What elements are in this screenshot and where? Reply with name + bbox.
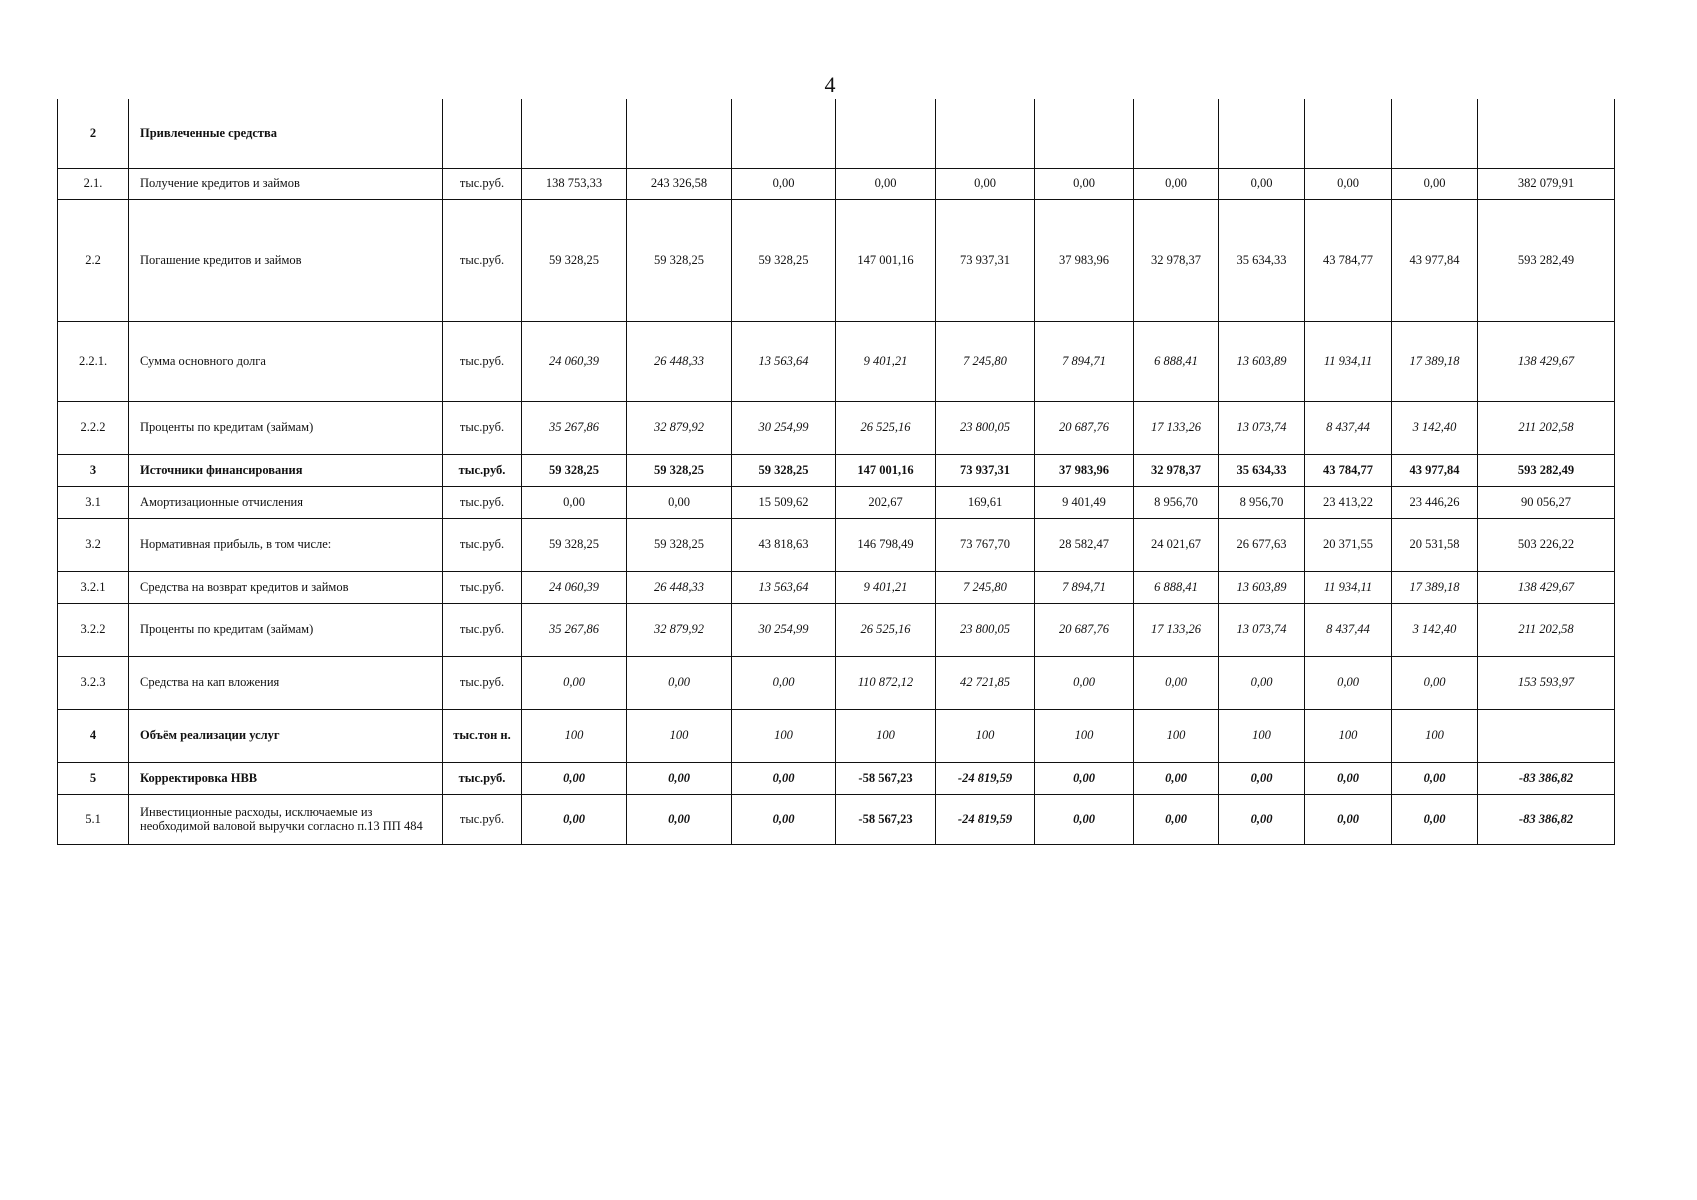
- value-cell: 0,00: [1305, 168, 1392, 199]
- value-cell: 147 001,16: [836, 454, 936, 486]
- value-cell: 0,00: [936, 168, 1035, 199]
- row-name: Средства на кап вложения: [129, 656, 443, 709]
- value-cell: [1219, 99, 1305, 168]
- value-cell: 43 784,77: [1305, 454, 1392, 486]
- value-cell: 6 888,41: [1134, 571, 1219, 603]
- value-cell: [522, 99, 627, 168]
- value-cell: -58 567,23: [836, 794, 936, 844]
- value-cell: 90 056,27: [1478, 486, 1615, 518]
- value-cell: 138 429,67: [1478, 571, 1615, 603]
- value-cell: 17 133,26: [1134, 603, 1219, 656]
- value-cell: 0,00: [627, 656, 732, 709]
- value-cell: 26 448,33: [627, 321, 732, 401]
- value-cell: [1035, 99, 1134, 168]
- value-cell: 100: [1219, 709, 1305, 762]
- value-cell: 23 413,22: [1305, 486, 1392, 518]
- value-cell: 147 001,16: [836, 199, 936, 321]
- row-unit: тыс.руб.: [443, 454, 522, 486]
- table-row: [58, 794, 1615, 844]
- value-cell: 9 401,49: [1035, 486, 1134, 518]
- row-name: Средства на возврат кредитов и займов: [129, 571, 443, 603]
- value-cell: 26 525,16: [836, 603, 936, 656]
- value-cell: 8 956,70: [1219, 486, 1305, 518]
- table-row: [58, 321, 1615, 401]
- row-number: 3.2: [58, 518, 129, 571]
- table-row: [58, 762, 1615, 794]
- value-cell: 0,00: [1035, 762, 1134, 794]
- row-name: Проценты по кредитам (займам): [129, 603, 443, 656]
- value-cell: 0,00: [836, 168, 936, 199]
- row-unit: тыс.руб.: [443, 571, 522, 603]
- value-cell: [836, 99, 936, 168]
- value-cell: 8 437,44: [1305, 401, 1392, 454]
- row-number: 3.2.3: [58, 656, 129, 709]
- row-unit: тыс.руб.: [443, 486, 522, 518]
- row-unit: тыс.руб.: [443, 656, 522, 709]
- value-cell: 24 021,67: [1134, 518, 1219, 571]
- value-cell: [1305, 99, 1392, 168]
- value-cell: 0,00: [1392, 656, 1478, 709]
- value-cell: 6 888,41: [1134, 321, 1219, 401]
- value-cell: 30 254,99: [732, 603, 836, 656]
- value-cell: 23 800,05: [936, 401, 1035, 454]
- value-cell: 13 073,74: [1219, 401, 1305, 454]
- value-cell: 73 937,31: [936, 454, 1035, 486]
- value-cell: 42 721,85: [936, 656, 1035, 709]
- row-name: Получение кредитов и займов: [129, 168, 443, 199]
- value-cell: 17 389,18: [1392, 321, 1478, 401]
- value-cell: 211 202,58: [1478, 401, 1615, 454]
- value-cell: 100: [836, 709, 936, 762]
- value-cell: 0,00: [732, 762, 836, 794]
- value-cell: 3 142,40: [1392, 603, 1478, 656]
- value-cell: 59 328,25: [627, 199, 732, 321]
- value-cell: -58 567,23: [836, 762, 936, 794]
- value-cell: 0,00: [1392, 794, 1478, 844]
- value-cell: 20 371,55: [1305, 518, 1392, 571]
- financing-table: [57, 99, 1615, 845]
- value-cell: 0,00: [1219, 656, 1305, 709]
- value-cell: 13 603,89: [1219, 321, 1305, 401]
- value-cell: 28 582,47: [1035, 518, 1134, 571]
- value-cell: 37 983,96: [1035, 454, 1134, 486]
- value-cell: 593 282,49: [1478, 199, 1615, 321]
- value-cell: 3 142,40: [1392, 401, 1478, 454]
- value-cell: [627, 99, 732, 168]
- value-cell: 0,00: [1134, 168, 1219, 199]
- value-cell: 26 677,63: [1219, 518, 1305, 571]
- value-cell: 43 784,77: [1305, 199, 1392, 321]
- value-cell: 59 328,25: [627, 518, 732, 571]
- value-cell: 0,00: [1134, 656, 1219, 709]
- value-cell: 24 060,39: [522, 321, 627, 401]
- row-unit: тыс.руб.: [443, 518, 522, 571]
- value-cell: [1134, 99, 1219, 168]
- value-cell: 20 531,58: [1392, 518, 1478, 571]
- value-cell: 0,00: [1219, 168, 1305, 199]
- value-cell: 32 978,37: [1134, 199, 1219, 321]
- value-cell: 7 245,80: [936, 321, 1035, 401]
- value-cell: 26 448,33: [627, 571, 732, 603]
- value-cell: [1478, 709, 1615, 762]
- row-number: 2.2.2: [58, 401, 129, 454]
- value-cell: 35 267,86: [522, 603, 627, 656]
- value-cell: 0,00: [1134, 794, 1219, 844]
- value-cell: 9 401,21: [836, 321, 936, 401]
- value-cell: 202,67: [836, 486, 936, 518]
- row-unit: тыс.руб.: [443, 401, 522, 454]
- value-cell: 59 328,25: [522, 454, 627, 486]
- value-cell: 100: [1134, 709, 1219, 762]
- table-row: [58, 571, 1615, 603]
- value-cell: 0,00: [1134, 762, 1219, 794]
- value-cell: -24 819,59: [936, 794, 1035, 844]
- table-row: [58, 199, 1615, 321]
- row-name: Корректировка НВВ: [129, 762, 443, 794]
- row-number: 2.1.: [58, 168, 129, 199]
- value-cell: 593 282,49: [1478, 454, 1615, 486]
- value-cell: 0,00: [522, 794, 627, 844]
- value-cell: 59 328,25: [732, 454, 836, 486]
- row-name: Амортизационные отчисления: [129, 486, 443, 518]
- value-cell: -83 386,82: [1478, 762, 1615, 794]
- value-cell: 0,00: [732, 168, 836, 199]
- table-row: [58, 603, 1615, 656]
- value-cell: 11 934,11: [1305, 571, 1392, 603]
- value-cell: 24 060,39: [522, 571, 627, 603]
- row-number: 3: [58, 454, 129, 486]
- value-cell: 138 429,67: [1478, 321, 1615, 401]
- value-cell: 211 202,58: [1478, 603, 1615, 656]
- value-cell: 15 509,62: [732, 486, 836, 518]
- value-cell: 153 593,97: [1478, 656, 1615, 709]
- value-cell: 100: [1392, 709, 1478, 762]
- row-name: Привлеченные средства: [129, 99, 443, 168]
- value-cell: 32 879,92: [627, 401, 732, 454]
- value-cell: 100: [1035, 709, 1134, 762]
- value-cell: 0,00: [1305, 656, 1392, 709]
- row-unit: тыс.руб.: [443, 794, 522, 844]
- value-cell: 73 767,70: [936, 518, 1035, 571]
- value-cell: 35 267,86: [522, 401, 627, 454]
- value-cell: 43 977,84: [1392, 199, 1478, 321]
- value-cell: 0,00: [627, 794, 732, 844]
- table-row: [58, 518, 1615, 571]
- table-row: [58, 454, 1615, 486]
- row-number: 3.2.2: [58, 603, 129, 656]
- value-cell: 59 328,25: [522, 518, 627, 571]
- row-name: Нормативная прибыль, в том числе:: [129, 518, 443, 571]
- value-cell: 37 983,96: [1035, 199, 1134, 321]
- value-cell: 7 894,71: [1035, 571, 1134, 603]
- row-unit: тыс.руб.: [443, 762, 522, 794]
- value-cell: 11 934,11: [1305, 321, 1392, 401]
- row-number: 5.1: [58, 794, 129, 844]
- row-number: 2.2: [58, 199, 129, 321]
- value-cell: 0,00: [522, 486, 627, 518]
- row-number: 3.1: [58, 486, 129, 518]
- value-cell: 59 328,25: [732, 199, 836, 321]
- value-cell: 382 079,91: [1478, 168, 1615, 199]
- value-cell: 0,00: [1035, 168, 1134, 199]
- value-cell: 23 446,26: [1392, 486, 1478, 518]
- value-cell: 59 328,25: [522, 199, 627, 321]
- value-cell: 0,00: [627, 486, 732, 518]
- table-row: [58, 486, 1615, 518]
- row-number: 2.2.1.: [58, 321, 129, 401]
- value-cell: 503 226,22: [1478, 518, 1615, 571]
- value-cell: 13 603,89: [1219, 571, 1305, 603]
- value-cell: 169,61: [936, 486, 1035, 518]
- row-number: 3.2.1: [58, 571, 129, 603]
- value-cell: 100: [1305, 709, 1392, 762]
- row-name: Источники финансирования: [129, 454, 443, 486]
- row-unit: тыс.руб.: [443, 168, 522, 199]
- value-cell: 243 326,58: [627, 168, 732, 199]
- row-unit: тыс.руб.: [443, 603, 522, 656]
- value-cell: 59 328,25: [627, 454, 732, 486]
- table-row: [58, 709, 1615, 762]
- value-cell: 43 818,63: [732, 518, 836, 571]
- row-name: Сумма основного долга: [129, 321, 443, 401]
- value-cell: 20 687,76: [1035, 401, 1134, 454]
- table-row: [58, 99, 1615, 168]
- row-number: 4: [58, 709, 129, 762]
- row-unit: тыс.тон н.: [443, 709, 522, 762]
- value-cell: 0,00: [1035, 656, 1134, 709]
- value-cell: 0,00: [1305, 762, 1392, 794]
- value-cell: [1478, 99, 1615, 168]
- value-cell: 35 634,33: [1219, 199, 1305, 321]
- value-cell: 0,00: [1035, 794, 1134, 844]
- value-cell: 0,00: [732, 656, 836, 709]
- row-unit: тыс.руб.: [443, 321, 522, 401]
- value-cell: 100: [936, 709, 1035, 762]
- value-cell: -83 386,82: [1478, 794, 1615, 844]
- value-cell: 0,00: [1219, 794, 1305, 844]
- row-name: Объём реализации услуг: [129, 709, 443, 762]
- value-cell: [1392, 99, 1478, 168]
- value-cell: 0,00: [627, 762, 732, 794]
- value-cell: 73 937,31: [936, 199, 1035, 321]
- value-cell: 17 389,18: [1392, 571, 1478, 603]
- row-unit: [443, 99, 522, 168]
- value-cell: -24 819,59: [936, 762, 1035, 794]
- value-cell: 8 437,44: [1305, 603, 1392, 656]
- value-cell: 23 800,05: [936, 603, 1035, 656]
- value-cell: 32 879,92: [627, 603, 732, 656]
- value-cell: 30 254,99: [732, 401, 836, 454]
- value-cell: [936, 99, 1035, 168]
- value-cell: 8 956,70: [1134, 486, 1219, 518]
- value-cell: 100: [732, 709, 836, 762]
- value-cell: 20 687,76: [1035, 603, 1134, 656]
- row-unit: тыс.руб.: [443, 199, 522, 321]
- value-cell: 138 753,33: [522, 168, 627, 199]
- page-number: 4: [824, 72, 836, 97]
- value-cell: 146 798,49: [836, 518, 936, 571]
- row-number: 5: [58, 762, 129, 794]
- value-cell: 0,00: [522, 656, 627, 709]
- table-row: [58, 656, 1615, 709]
- value-cell: 100: [627, 709, 732, 762]
- value-cell: 0,00: [732, 794, 836, 844]
- value-cell: [732, 99, 836, 168]
- value-cell: 100: [522, 709, 627, 762]
- value-cell: 0,00: [1392, 762, 1478, 794]
- value-cell: 9 401,21: [836, 571, 936, 603]
- value-cell: 0,00: [1219, 762, 1305, 794]
- value-cell: 0,00: [1392, 168, 1478, 199]
- value-cell: 43 977,84: [1392, 454, 1478, 486]
- table-body: [58, 99, 1615, 844]
- value-cell: 35 634,33: [1219, 454, 1305, 486]
- row-name: Инвестиционные расходы, исключаемые из необходимой валовой выручки согласно п.13 ПП 484: [129, 794, 443, 844]
- value-cell: 26 525,16: [836, 401, 936, 454]
- value-cell: 17 133,26: [1134, 401, 1219, 454]
- value-cell: 13 073,74: [1219, 603, 1305, 656]
- value-cell: 13 563,64: [732, 571, 836, 603]
- value-cell: 0,00: [1305, 794, 1392, 844]
- value-cell: 7 245,80: [936, 571, 1035, 603]
- value-cell: 32 978,37: [1134, 454, 1219, 486]
- row-number: 2: [58, 99, 129, 168]
- table-row: [58, 168, 1615, 199]
- table-row: [58, 401, 1615, 454]
- value-cell: 13 563,64: [732, 321, 836, 401]
- value-cell: 110 872,12: [836, 656, 936, 709]
- row-name: Погашение кредитов и займов: [129, 199, 443, 321]
- value-cell: 7 894,71: [1035, 321, 1134, 401]
- value-cell: 0,00: [522, 762, 627, 794]
- row-name: Проценты по кредитам (займам): [129, 401, 443, 454]
